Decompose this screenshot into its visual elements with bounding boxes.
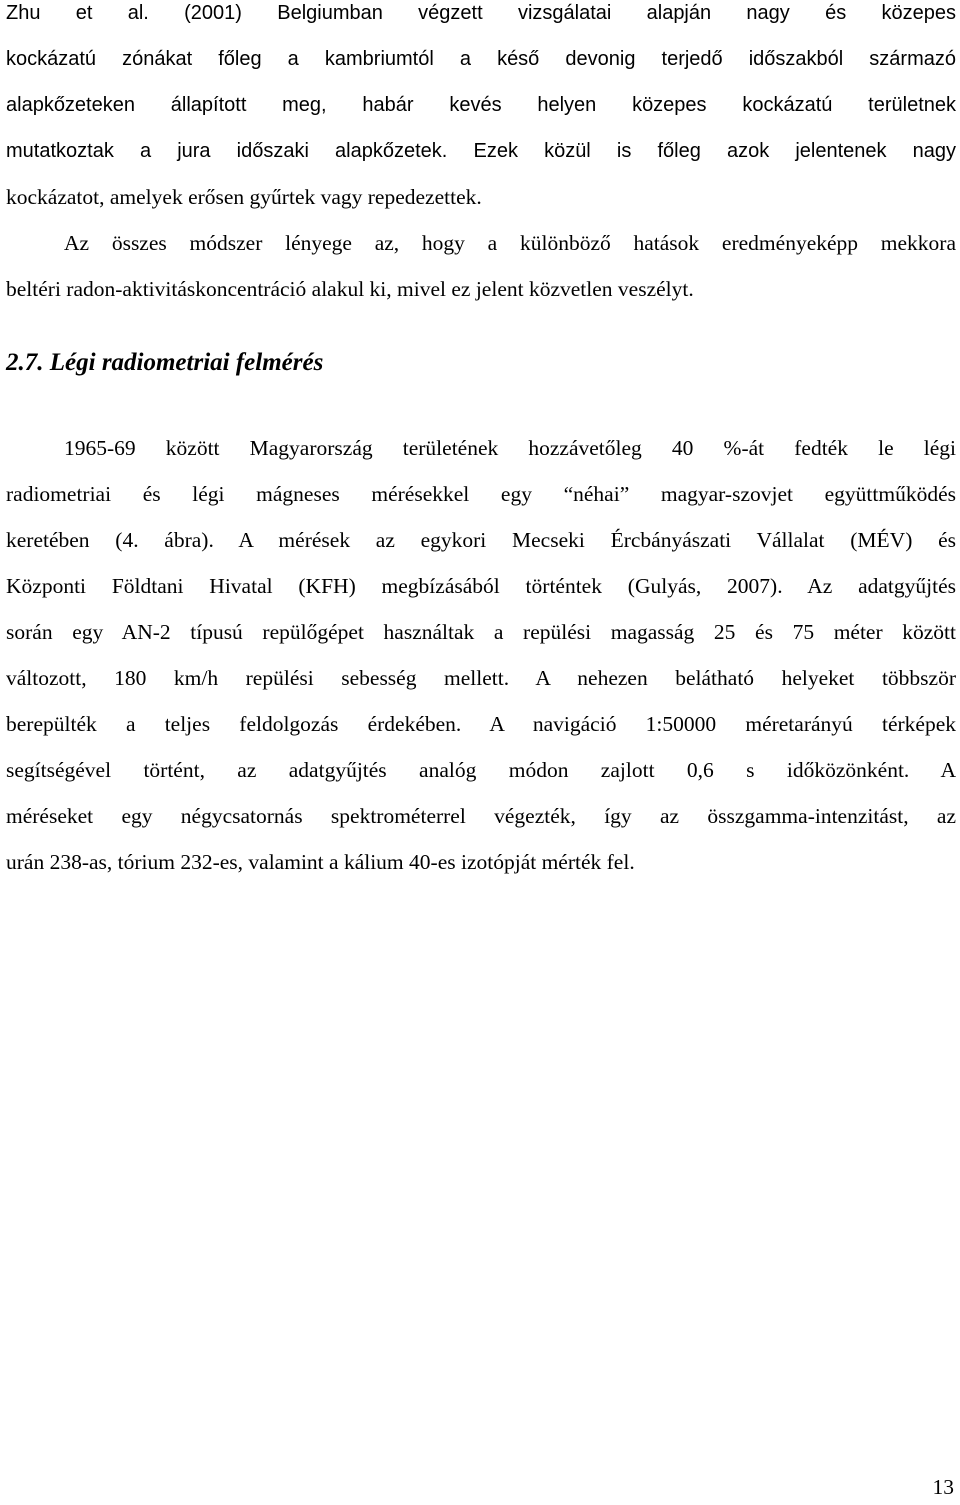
- text-line: radiometriai és légi mágneses mérésekkel egy “néhai” magyar-szovjet együttműködés: [6, 482, 956, 506]
- section-heading: 2.7. Légi radiometriai felmérés: [6, 349, 324, 376]
- text-line: berepülték a teljes feldolgozás érdekében. A navigáció 1:50000 méretarányú térképek: [6, 712, 956, 736]
- page-number: 13: [932, 1475, 954, 1499]
- text-line: urán 238-as, tórium 232-es, valamint a kálium 40-es izotópját mérték fel.: [6, 850, 635, 874]
- text-line: Az összes módszer lényege az, hogy a különböző hatások eredményeképp mekkora: [64, 231, 956, 255]
- text-line: kockázatot, amelyek erősen gyűrtek vagy repedezettek.: [6, 185, 482, 209]
- text-line: során egy AN-2 típusú repülőgépet használtak a repülési magasság 25 és 75 méter között: [6, 620, 956, 644]
- text-line: kockázatú zónákat főleg a kambriumtól a késő devonig terjedő időszakból származó: [6, 48, 956, 70]
- text-line: 1965-69 között Magyarország területének hozzávetőleg 40 %-át fedték le légi: [64, 436, 956, 460]
- text-line: segítségével történt, az adatgyűjtés analóg módon zajlott 0,6 s időközönként. A: [6, 758, 956, 782]
- text-line: keretében (4. ábra). A mérések az egykori Mecseki Ércbányászati Vállalat (MÉV) és: [6, 528, 956, 552]
- text-line: alapkőzeteken állapított meg, habár kevés helyen közepes kockázatú területnek: [6, 94, 956, 116]
- text-line: változott, 180 km/h repülési sebesség mellett. A nehezen belátható helyeket többször: [6, 666, 956, 690]
- text-line: méréseket egy négycsatornás spektrométerrel végezték, így az összgamma-intenzitást, az: [6, 804, 956, 828]
- text-line: beltéri radon-aktivitáskoncentráció alakul ki, mivel ez jelent közvetlen veszélyt.: [6, 277, 694, 301]
- text-line: Zhu et al. (2001) Belgiumban végzett vizsgálatai alapján nagy és közepes: [6, 2, 956, 24]
- text-line: Központi Földtani Hivatal (KFH) megbízásából történtek (Gulyás, 2007). Az adatgyűjtés: [6, 574, 956, 598]
- text-line: mutatkoztak a jura időszaki alapkőzetek. Ezek közül is főleg azok jelentenek nagy: [6, 140, 956, 162]
